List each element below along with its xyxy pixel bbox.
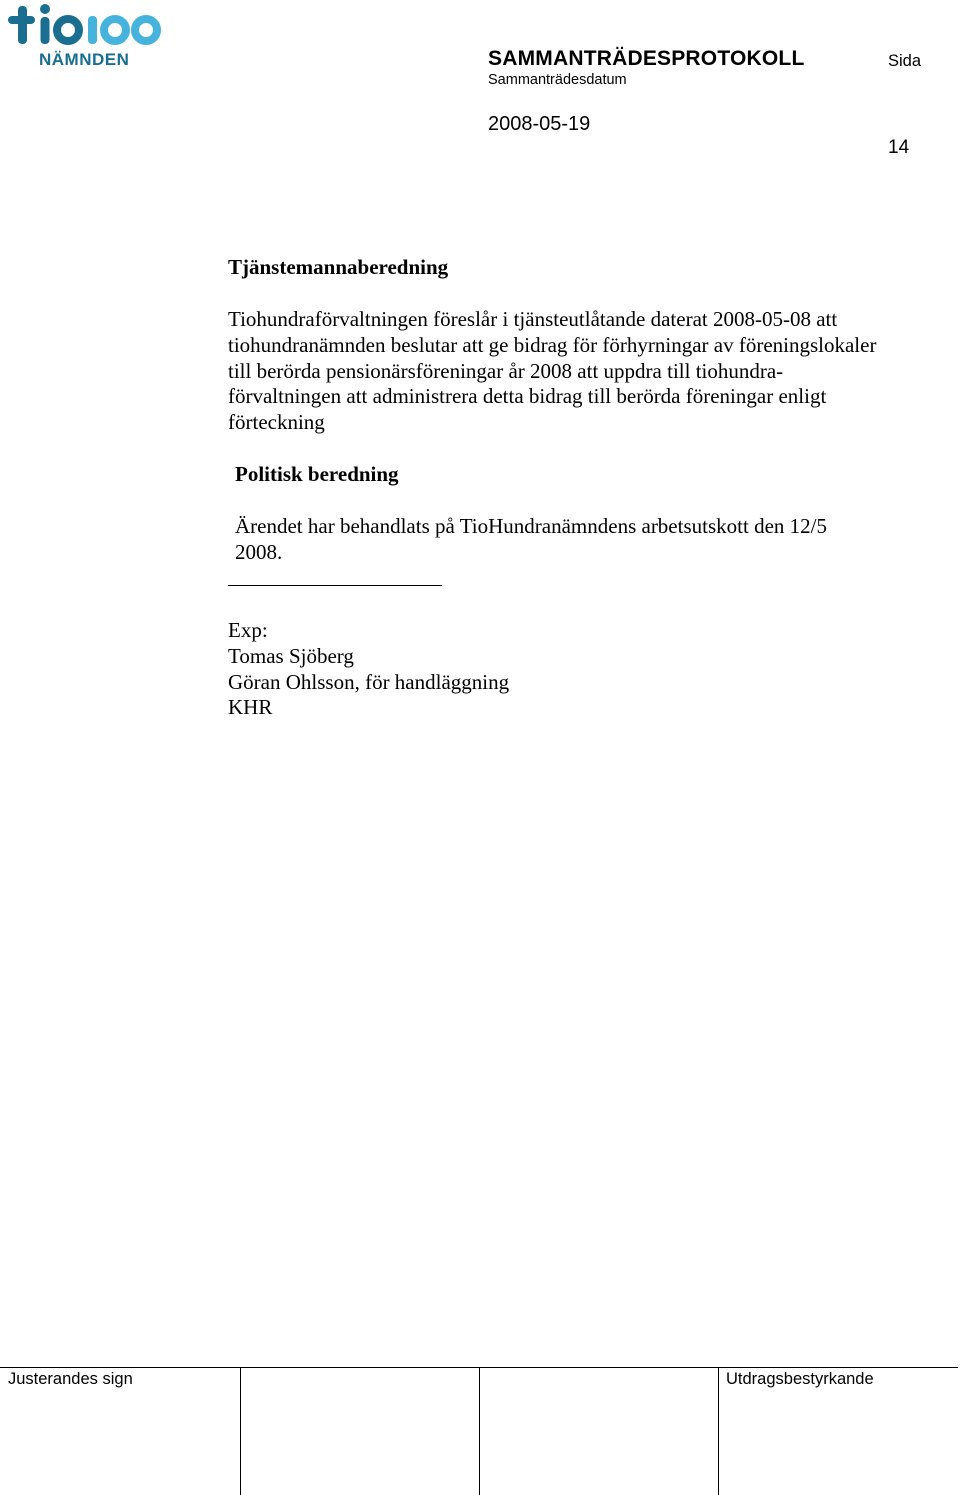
paragraph-line: 2008. (235, 539, 283, 564)
section-heading-tjanstemannaberedning: Tjänstemannaberedning (228, 255, 449, 279)
footer-cell-divider (479, 1367, 480, 1495)
protocol-title: SAMMANTRÄDESPROTOKOLL (488, 47, 805, 70)
page-number: 14 (888, 137, 910, 158)
separator-rule (228, 585, 442, 586)
paragraph-line: tiohundranämnden beslutar att ge bidrag för förhyrningar av föreningslokaler (228, 332, 877, 357)
footer-signature-label: Justerandes sign (8, 1370, 133, 1388)
paragraph-line: Tiohundraförvaltningen föreslår i tjänsteutlåtande daterat 2008-05-08 att (228, 307, 838, 331)
tiohundra-logo (6, 2, 166, 70)
meeting-date-value: 2008-05-19 (488, 113, 591, 135)
distribution-line: KHR (228, 695, 273, 720)
paragraph-line: till berörda pensionärsföreningar år 2008 att uppdra till tiohundra- (228, 358, 784, 383)
page-label: Sida (888, 52, 922, 70)
section-paragraph-politisk-beredning (235, 514, 935, 566)
meeting-date-label: Sammanträdesdatum (488, 72, 627, 88)
logo-graphic (6, 2, 166, 52)
distribution-line: Göran Ohlsson, för handläggning (228, 669, 510, 694)
footer-certification-label: Utdragsbestyrkande (726, 1370, 874, 1388)
distribution-list (228, 618, 509, 721)
footer-cell-divider (718, 1367, 719, 1495)
paragraph-line: förvaltningen att administrera detta bidrag till berörda föreningar enligt (228, 384, 827, 409)
section-heading-politisk-beredning: Politisk beredning (235, 462, 399, 486)
distribution-line: Exp: (228, 618, 268, 642)
section-paragraph-tjanstemannaberedning (228, 307, 938, 436)
paragraph-line: förteckning (228, 410, 325, 435)
logo-subtitle: NÄMNDEN (39, 50, 130, 69)
distribution-line: Tomas Sjöberg (228, 643, 354, 668)
footer-cell-divider (240, 1367, 241, 1495)
paragraph-line: Ärendet har behandlats på TioHundranämndens arbetsutskott den 12/5 (235, 514, 827, 538)
